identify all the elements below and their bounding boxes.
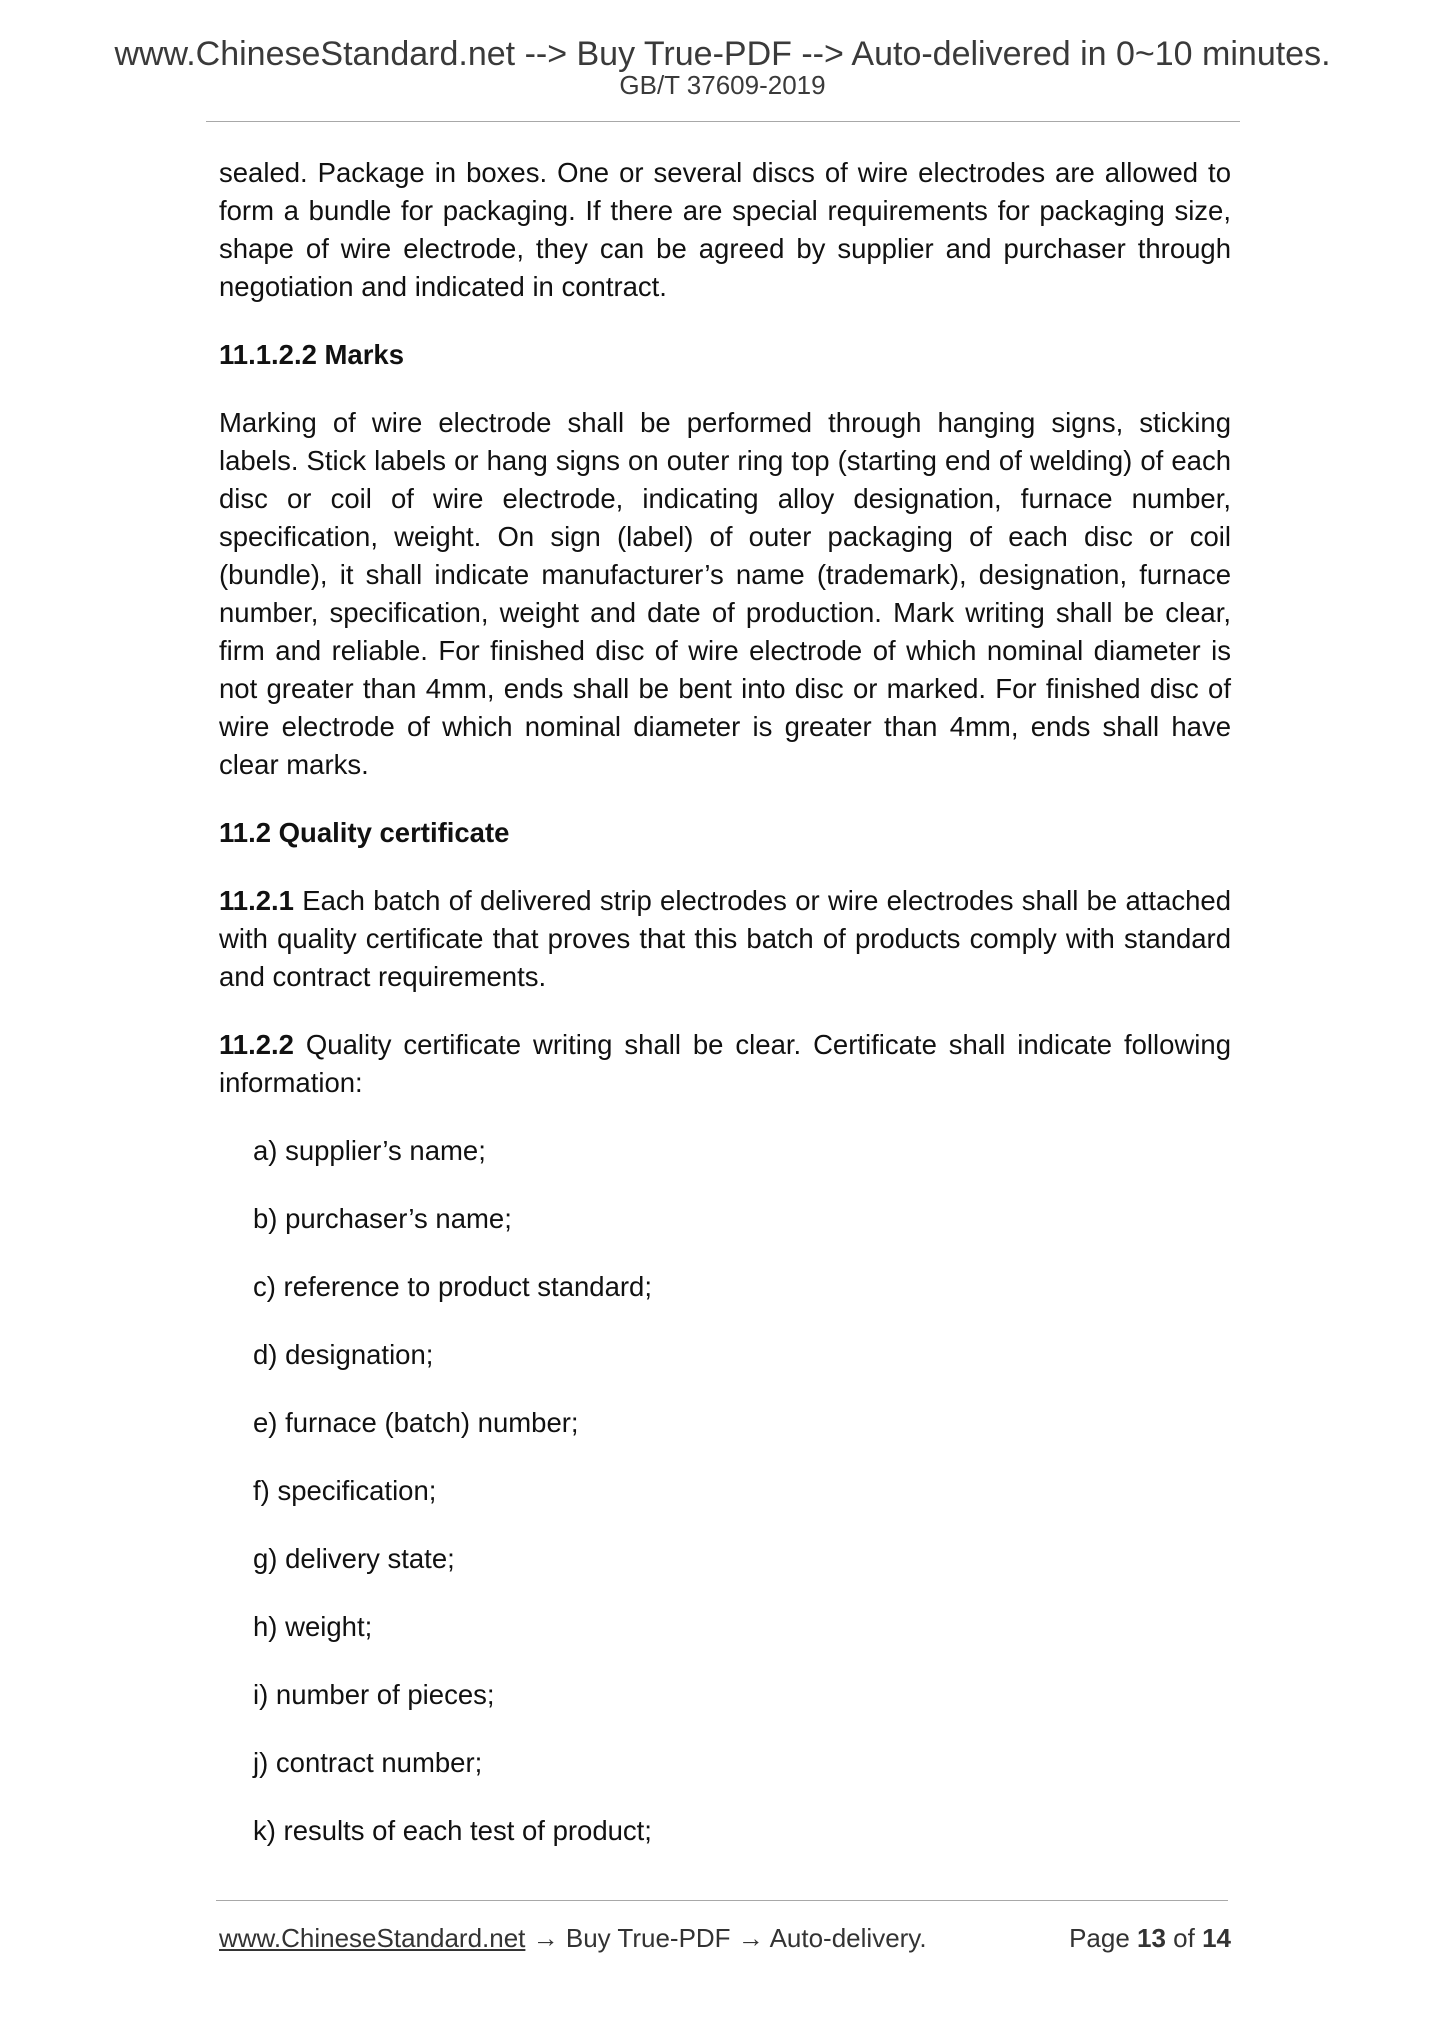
- clause-11-2-1-text: Each batch of delivered strip electrodes or wire electrodes shall be attached with quality certificate that proves that this batch of products comply with standard and contract requirements.: [219, 885, 1231, 992]
- certificate-info-list: [219, 1132, 1231, 1850]
- page-of: of: [1165, 1923, 1203, 1953]
- list-item: g) delivery state;: [253, 1543, 455, 1574]
- list-item: h) weight;: [253, 1611, 373, 1642]
- page-footer: [219, 1920, 1231, 1956]
- footer-left: [219, 1920, 927, 1956]
- list-item: e) furnace (batch) number;: [253, 1407, 579, 1438]
- footer-divider: [216, 1900, 1228, 1901]
- list-item: k) results of each test of product;: [253, 1815, 652, 1846]
- clause-11-2-1: [219, 882, 1231, 996]
- marks-paragraph: Marking of wire electrode shall be performed through hanging signs, sticking labels. Stick labels or hang signs on outer ring top (starting end of welding) of each disc or coil of wire electrode, indicating alloy designation, furnace number, specification, weight. On sign (label) of outer packaging of each disc or coil (bundle), it shall indicate manufacturer’s name (trademark), designation, furnace number, specification, weight and date of production. Mark writing shall be clear, firm and reliable. For finished disc of wire electrode of which nominal diameter is not greater than 4mm, ends shall be bent into disc or marked. For finished disc of wire electrode of which nominal diameter is greater than 4mm, ends shall have clear marks.: [219, 407, 1231, 780]
- intro-paragraph: sealed. Package in boxes. One or several discs of wire electrodes are allowed to form a bundle for packaging. If there are special requirements for packaging size, shape of wire electrode, they can be agreed by supplier and purchaser through negotiation and indicated in contract.: [219, 157, 1231, 302]
- marks-heading: 11.1.2.2 Marks: [219, 339, 405, 370]
- list-item: j) contract number;: [253, 1747, 483, 1778]
- site-banner: www.ChineseStandard.net --> Buy True-PDF --> Auto-delivered in 0~10 minutes.: [114, 35, 1331, 73]
- page-indicator: [1069, 1920, 1231, 1956]
- list-item: c) reference to product standard;: [253, 1271, 652, 1302]
- list-item: f) specification;: [253, 1475, 437, 1506]
- clause-11-2-1-number: 11.2.1: [219, 885, 294, 916]
- quality-certificate-heading: 11.2 Quality certificate: [219, 817, 510, 848]
- page-total: 14: [1202, 1923, 1231, 1953]
- site-link[interactable]: www.ChineseStandard.net: [219, 1923, 526, 1953]
- footer-tagline: → Buy True-PDF → Auto-delivery.: [525, 1923, 927, 1953]
- page-label: Page: [1069, 1923, 1138, 1953]
- page-current: 13: [1137, 1923, 1166, 1953]
- list-item: b) purchaser’s name;: [253, 1203, 512, 1234]
- clause-11-2-2-number: 11.2.2: [219, 1029, 294, 1060]
- list-item: d) designation;: [253, 1339, 434, 1370]
- page-content: [219, 154, 1231, 1880]
- clause-11-2-2-text: Quality certificate writing shall be clear. Certificate shall indicate following information:: [219, 1029, 1231, 1098]
- list-item: i) number of pieces;: [253, 1679, 495, 1710]
- document-id: GB/T 37609-2019: [619, 70, 826, 100]
- clause-11-2-2: [219, 1026, 1231, 1102]
- list-item: a) supplier’s name;: [253, 1135, 486, 1166]
- header-divider: [206, 121, 1240, 122]
